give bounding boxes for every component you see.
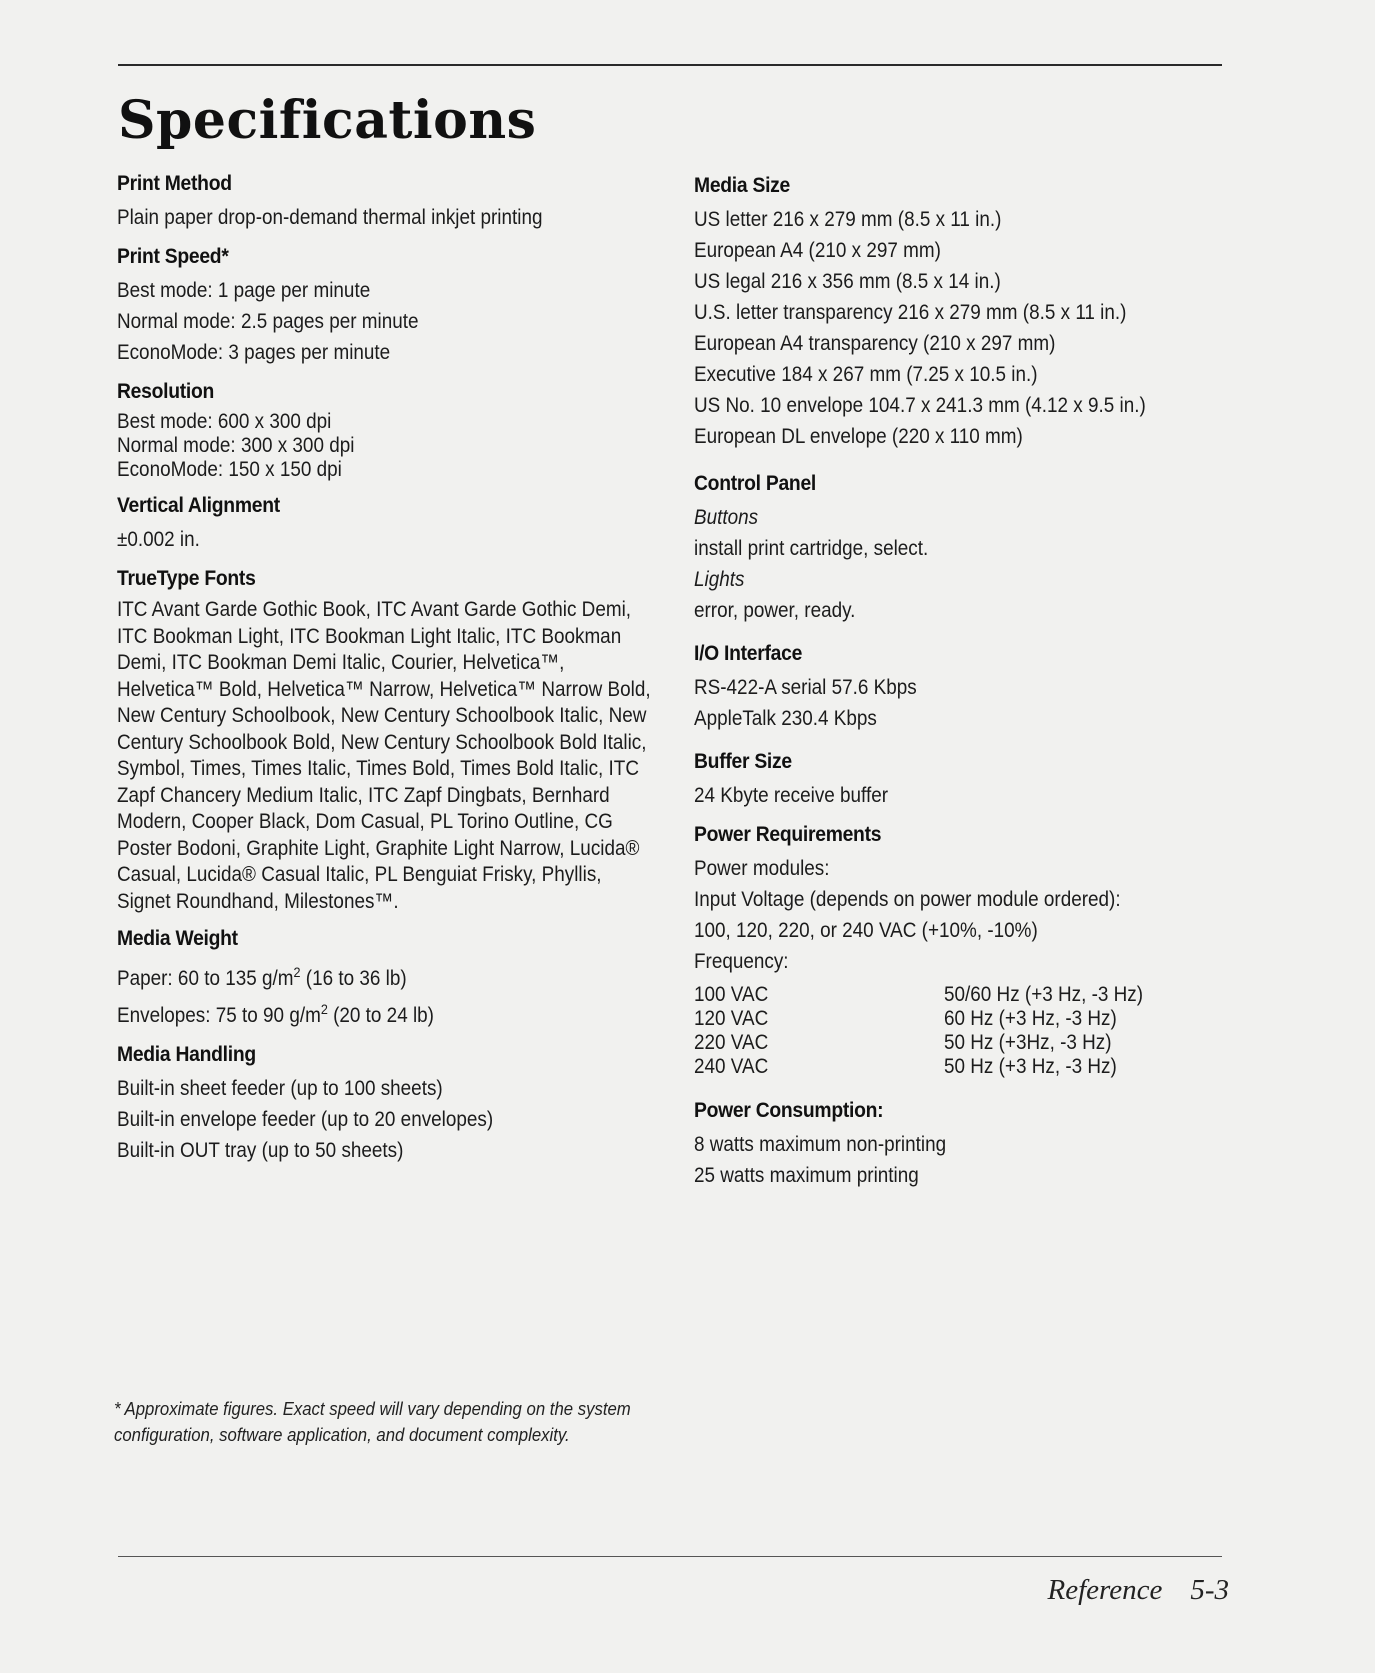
- control-panel-buttons-label: Buttons: [694, 506, 759, 529]
- media-handling-line: Built-in sheet feeder (up to 100 sheets): [117, 1077, 443, 1100]
- media-size-line: US legal 216 x 356 mm (8.5 x 14 in.): [694, 270, 1001, 293]
- power-requirements-heading: Power Requirements: [694, 823, 882, 846]
- media-size-line: European A4 (210 x 297 mm): [694, 239, 941, 262]
- frequency-table: [694, 983, 1294, 1079]
- buffer-size-section: [694, 750, 1294, 811]
- print-speed-line: Best mode: 1 page per minute: [117, 279, 371, 302]
- io-interface-line: AppleTalk 230.4 Kbps: [694, 707, 877, 730]
- media-size-line: European A4 transparency (210 x 297 mm): [694, 332, 1056, 355]
- control-panel-section: [694, 472, 1294, 626]
- power-consumption-heading: Power Consumption:: [694, 1099, 884, 1122]
- bottom-rule: [118, 1556, 1222, 1557]
- print-method-line: Plain paper drop-on-demand thermal inkjet printing: [117, 206, 543, 229]
- resolution-line: EconoMode: 150 x 150 dpi: [117, 458, 342, 481]
- print-method-heading: Print Method: [117, 172, 232, 195]
- control-panel-lights-label: Lights: [694, 568, 745, 591]
- power-requirements-line: Frequency:: [694, 950, 789, 973]
- media-size-line: Executive 184 x 267 mm (7.25 x 10.5 in.): [694, 363, 1038, 386]
- resolution-line: Normal mode: 300 x 300 dpi: [117, 434, 355, 457]
- frequency-voltage: 220 VAC: [694, 1031, 769, 1054]
- vertical-alignment-line: ±0.002 in.: [117, 528, 200, 551]
- footer-page-number: 5-3: [1190, 1574, 1229, 1606]
- media-size-section: [694, 174, 1294, 452]
- footnote: * Approximate figures. Exact speed will vary depending on the system configuration, software application, and document complexity.: [114, 1399, 631, 1445]
- power-consumption-line: 8 watts maximum non-printing: [694, 1133, 947, 1156]
- right-column: [694, 174, 1294, 1203]
- print-speed-line: Normal mode: 2.5 pages per minute: [117, 310, 419, 333]
- control-panel-lights: error, power, ready.: [694, 599, 856, 622]
- media-weight-section: [117, 927, 677, 1031]
- frequency-value: 50 Hz (+3 Hz, -3 Hz): [944, 1055, 1117, 1078]
- media-handling-line: Built-in envelope feeder (up to 20 envelopes): [117, 1108, 494, 1131]
- io-interface-line: RS-422-A serial 57.6 Kbps: [694, 676, 917, 699]
- media-weight-paper: Paper: 60 to 135 $g/m^2$ (16 to 36 lb): [117, 964, 407, 990]
- control-panel-heading: Control Panel: [694, 472, 817, 495]
- power-requirements-section: [694, 823, 1294, 1079]
- buffer-size-heading: Buffer Size: [694, 750, 792, 773]
- media-size-line: US No. 10 envelope 104.7 x 241.3 mm (4.12 x 9.5 in.): [694, 394, 1146, 417]
- left-column: [117, 172, 677, 1178]
- buffer-size-line: 24 Kbyte receive buffer: [694, 784, 889, 807]
- top-rule: [118, 64, 1222, 66]
- print-speed-line: EconoMode: 3 pages per minute: [117, 341, 391, 364]
- page-footer: [1047, 1574, 1229, 1607]
- media-size-heading: Media Size: [694, 174, 791, 197]
- media-size-line: European DL envelope (220 x 110 mm): [694, 425, 1023, 448]
- resolution-section: [117, 380, 677, 482]
- power-requirements-line: 100, 120, 220, or 240 VAC (+10%, -10%): [694, 919, 1038, 942]
- power-consumption-section: [694, 1099, 1294, 1191]
- power-requirements-line: Input Voltage (depends on power module ordered):: [694, 888, 1121, 911]
- media-handling-line: Built-in OUT tray (up to 50 sheets): [117, 1139, 404, 1162]
- control-panel-buttons: install print cartridge, select.: [694, 537, 929, 560]
- frequency-value: 50/60 Hz (+3 Hz, -3 Hz): [944, 983, 1144, 1006]
- media-size-line: US letter 216 x 279 mm (8.5 x 11 in.): [694, 208, 1002, 231]
- media-handling-section: [117, 1043, 677, 1166]
- media-size-line: U.S. letter transparency 216 x 279 mm (8.5 x 11 in.): [694, 301, 1127, 324]
- frequency-value: 60 Hz (+3 Hz, -3 Hz): [944, 1007, 1117, 1030]
- vertical-alignment-heading: Vertical Alignment: [117, 494, 280, 517]
- power-consumption-line: 25 watts maximum printing: [694, 1164, 919, 1187]
- print-speed-section: [117, 245, 677, 368]
- frequency-voltage: 100 VAC: [694, 983, 769, 1006]
- print-method-section: [117, 172, 677, 233]
- truetype-fonts-heading: TrueType Fonts: [117, 567, 256, 590]
- vertical-alignment-section: [117, 494, 677, 555]
- resolution-heading: Resolution: [117, 380, 215, 403]
- footer-section-name: Reference: [1047, 1574, 1163, 1606]
- power-requirements-line: Power modules:: [694, 857, 830, 880]
- io-interface-section: [694, 642, 1294, 734]
- frequency-voltage: 240 VAC: [694, 1055, 769, 1078]
- page-title: Specifications: [118, 90, 537, 151]
- frequency-voltage: 120 VAC: [694, 1007, 769, 1030]
- truetype-fonts-list: ITC Avant Garde Gothic Book, ITC Avant Garde Gothic Demi, ITC Bookman Light, ITC Bookman Light Italic, ITC Bookman Demi, ITC Bookman Demi Italic, Courier, Helvetica™, Helvetica™ Bold, Helvetica™ Narrow, Helvetica™ Narrow Bold, New Century Schoolbook, New Century Schoolbook Italic, New Century Schoolbook Bold, New Century Schoolbook Bold Italic, Symbol, Times, Times Italic, Times Bold, Times Bold Italic, ITC Zapf Chancery Medium Italic, ITC Zapf Dingbats, Bernhard Modern, Cooper Black, Dom Casual, PL Torino Outline, CG Poster Bodoni, Graphite Light, Graphite Light Narrow, Lucida® Casual, Lucida® Casual Italic, PL Benguiat Frisky, Phyllis, Signet Roundhand, Milestones™.: [117, 598, 651, 913]
- resolution-line: Best mode: 600 x 300 dpi: [117, 410, 332, 433]
- io-interface-heading: I/O Interface: [694, 642, 803, 665]
- frequency-value: 50 Hz (+3Hz, -3 Hz): [944, 1031, 1112, 1054]
- media-weight-envelopes: Envelopes: 75 to 90 $g/m^2$ (20 to 24 lb): [117, 1001, 434, 1027]
- print-speed-heading: Print Speed*: [117, 245, 229, 268]
- media-weight-heading: Media Weight: [117, 927, 238, 950]
- media-handling-heading: Media Handling: [117, 1043, 256, 1066]
- truetype-fonts-section: [117, 567, 677, 915]
